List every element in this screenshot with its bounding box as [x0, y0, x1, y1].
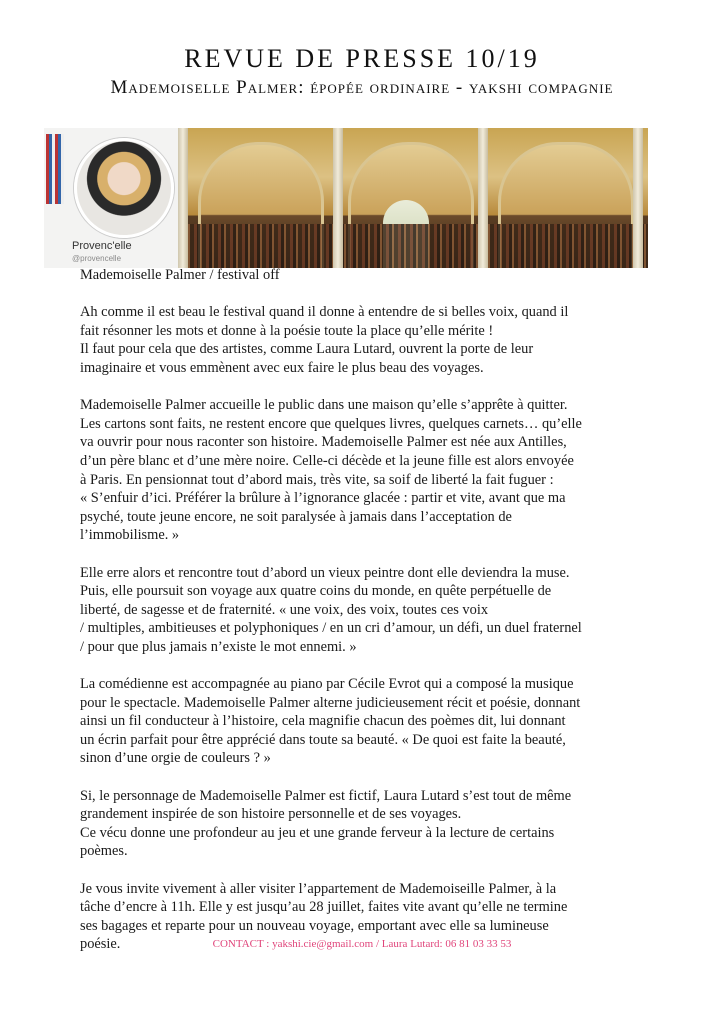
article-line: un écrin parfait pour être apprécié dans toute sa beauté. « De quoi est faite la beauté, [80, 731, 566, 748]
library-cover-photo [178, 128, 648, 268]
article-line: Mademoiselle Palmer accueille le public dans une maison qu’elle s’apprête à quitter. [80, 397, 568, 414]
article-line: poésie. [80, 936, 121, 953]
article-line: ainsi un fil conducteur à l’histoire, cela magnifie chacun des poèmes dit, lui donnant [80, 713, 566, 730]
article-line: va ouvrir pour nous raconter son histoire. Mademoiselle Palmer est née aux Antilles, [80, 434, 567, 451]
profile-handle: @provencelle [72, 254, 122, 263]
paragraph-gap [80, 545, 640, 564]
article-line: psyché, toute jeune encore, ne soit paralysée à jamais dans l’acceptation de [80, 508, 512, 525]
article-line: ses bagages et reparte pour un nouveau voyage, emportant avec elle sa lumineuse [80, 917, 549, 934]
article-line: l’immobilisme. » [80, 527, 180, 544]
paragraph-gap [80, 656, 640, 675]
bookshelf-decoration [46, 134, 64, 204]
article-line: / multiples, ambitieuses et polyphoniques / en un cri d’amour, un défi, un duel fraternel [80, 620, 582, 637]
article-line: Je vous invite vivement à aller visiter l’appartement de Mademoiseille Palmer, à la [80, 880, 557, 897]
article-line: à Paris. En pensionnat tout d’abord mais, très vite, sa soif de liberté la fait fuguer : [80, 471, 554, 488]
article-body [80, 266, 640, 954]
article-line: Il faut pour cela que des artistes, comme Laura Lutard, ouvrent la porte de leur [80, 341, 534, 358]
pillar-decoration [478, 128, 488, 268]
paragraph-gap [80, 378, 640, 397]
article-line: sinon d’une orgie de couleurs ? » [80, 750, 271, 767]
profile-banner [44, 128, 648, 268]
paragraph-gap [80, 861, 640, 880]
article-line: « S’enfuir d’ici. Préférer la brûlure à l’ignorance glacée : partir et vite, avant que ma [80, 490, 566, 507]
page-title: REVUE DE PRESSE 10/19 [184, 44, 540, 73]
pillar-decoration [633, 128, 643, 268]
article-line: Les cartons sont faits, ne restent encore que quelques livres, quelques carnets… qu’elle [80, 415, 582, 432]
profile-name: Provenc'elle [72, 240, 132, 252]
paragraph-gap [80, 285, 640, 304]
article-line: grandement inspirée de son histoire personnelle et de ses voyages. [80, 806, 462, 823]
article-line: poèmes. [80, 843, 128, 860]
article-line: Ah comme il est beau le festival quand il donne à entendre de si belles voix, quand il [80, 304, 569, 321]
pillar-decoration [178, 128, 188, 268]
article-line: / pour que plus jamais n’existe le mot ennemi. » [80, 638, 357, 655]
bookshelves-decoration [178, 224, 648, 268]
article-line: tâche d’encre à 11h. Elle y est jusqu’au 28 juillet, faites vite avant qu’elle ne termine [80, 899, 568, 916]
article-line: Puis, elle poursuit son voyage aux quatre coins du monde, en quête perpétuelle de [80, 583, 552, 600]
article-line: d’un père blanc et d’une mère noire. Celle-ci décède et la jeune fille est alors envoyée [80, 452, 574, 469]
article-line: Elle erre alors et rencontre tout d’abord un vieux peintre dont elle deviendra la muse. [80, 564, 570, 581]
profile-panel [44, 128, 178, 268]
page-subtitle: Mademoiselle Palmer: épopée ordinaire - yakshi compagnie [110, 77, 614, 98]
article-line: imaginaire et vous emmènent avec eux faire le plus beau des voyages. [80, 359, 484, 376]
article-line: Mademoiselle Palmer / festival off [80, 267, 280, 283]
contact-line: CONTACT : yakshi.cie@gmail.com / Laura Lutard: 06 81 03 33 53 [212, 938, 512, 950]
article-line: pour le spectacle. Mademoiselle Palmer alterne judicieusement récit et poésie, donnant [80, 694, 581, 711]
avatar [74, 138, 174, 238]
article-line: La comédienne est accompagnée au piano par Cécile Evrot qui a composé la musique [80, 676, 574, 693]
article-line: Ce vécu donne une profondeur au jeu et une grande ferveur à la lecture de certains [80, 824, 555, 841]
pillar-decoration [333, 128, 343, 268]
article-line: Si, le personnage de Mademoiselle Palmer est fictif, Laura Lutard s’est tout de même [80, 787, 572, 804]
article-line: fait résonner les mots et donne à la poésie toute la place qu’elle mérite ! [80, 322, 494, 339]
paragraph-gap [80, 768, 640, 787]
article-line: liberté, de sagesse et de fraternité. « une voix, des voix, toutes ces voix [80, 601, 489, 618]
